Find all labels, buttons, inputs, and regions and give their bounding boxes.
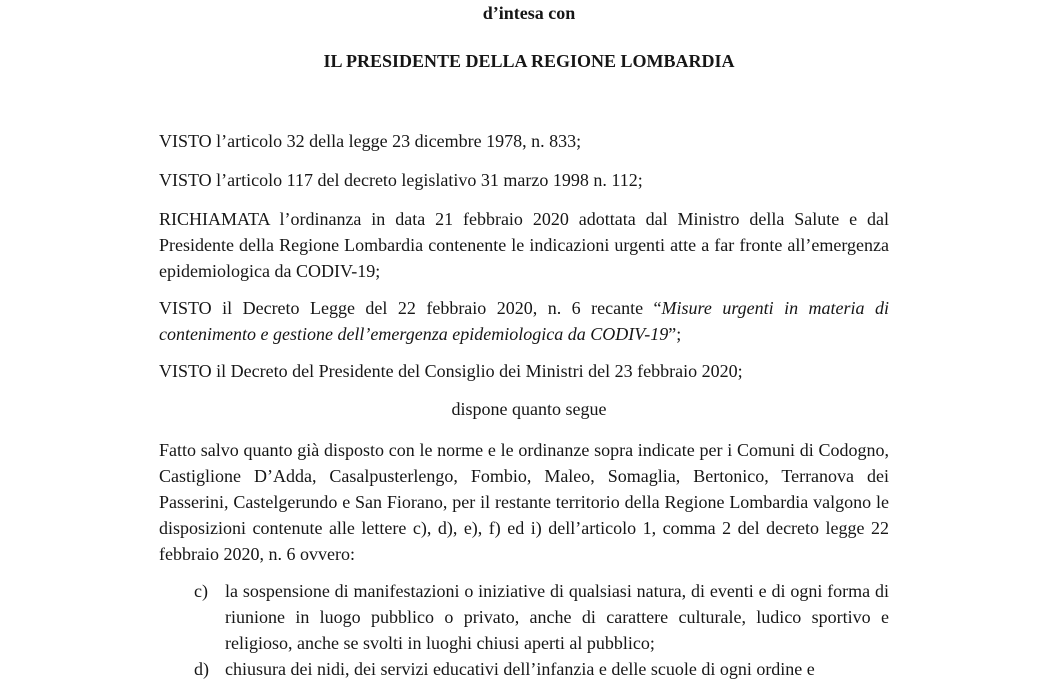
list-item-letter: c) bbox=[194, 581, 208, 601]
decreto-legge-prefix: VISTO il Decreto Legge del 22 febbraio 2020, n. 6 recante “ bbox=[159, 298, 662, 318]
decreto-legge-title: Misure urgenti in materia di contenimento e gestione dell’emergenza epidemiologica da CODIV-19 bbox=[159, 298, 890, 344]
premise-visto-article-32: VISTO l’articolo 32 della legge 23 dicembre 1978, n. 833; bbox=[159, 131, 582, 151]
decreto-legge-suffix: ”; bbox=[668, 324, 682, 344]
list-item-letter: d) bbox=[194, 659, 209, 679]
list-item bbox=[196, 578, 889, 656]
presidente-heading: IL PRESIDENTE DELLA REGIONE LOMBARDIA bbox=[323, 51, 735, 71]
list-item bbox=[196, 656, 889, 682]
dispone-heading: dispone quanto segue bbox=[451, 399, 607, 419]
premise-richiamata-ordinanza: RICHIAMATA l’ordinanza in data 21 febbraio 2020 adottata dal Ministro della Salute e dal Presidente della Regione Lombardia contenente le indicazioni urgenti atte a far fronte all’emergenza epidemiologica da CODIV-19; bbox=[159, 209, 889, 281]
list-item-text: chiusura dei nidi, dei servizi educativi dell’infanzia e delle scuole di ogni ordine e bbox=[225, 659, 815, 679]
premise-visto-dpcm: VISTO il Decreto del Presidente del Consiglio dei Ministri del 23 febbraio 2020; bbox=[159, 361, 743, 381]
list-item-text: la sospensione di manifestazioni o iniziative di qualsiasi natura, di eventi e di ogni forma di riunione in luogo pubblico o privato, anche di carattere culturale, ludico sportivo e religioso, anche se svolti in luoghi chiusi aperti al pubblico; bbox=[225, 581, 889, 653]
intesa-heading: d’intesa con bbox=[482, 3, 576, 23]
body-fatto-salvo: Fatto salvo quanto già disposto con le norme e le ordinanze sopra indicate per i Comuni di Codogno, Castiglione D’Adda, Casalpusterlengo, Fombio, Maleo, Somaglia, Bertonico, Terranova dei Passerini, Castelgerundo e San Fiorano, per il restante territorio della Regione Lombardia valgono le disposizioni contenute alle lettere c), d), e), f) ed i) dell’articolo 1, comma 2 del decreto legge 22 febbraio 2020, n. 6 ovvero: bbox=[159, 440, 889, 564]
premise-visto-decreto-legge bbox=[159, 295, 889, 347]
premise-visto-article-117: VISTO l’articolo 117 del decreto legislativo 31 marzo 1998 n. 112; bbox=[159, 170, 643, 190]
